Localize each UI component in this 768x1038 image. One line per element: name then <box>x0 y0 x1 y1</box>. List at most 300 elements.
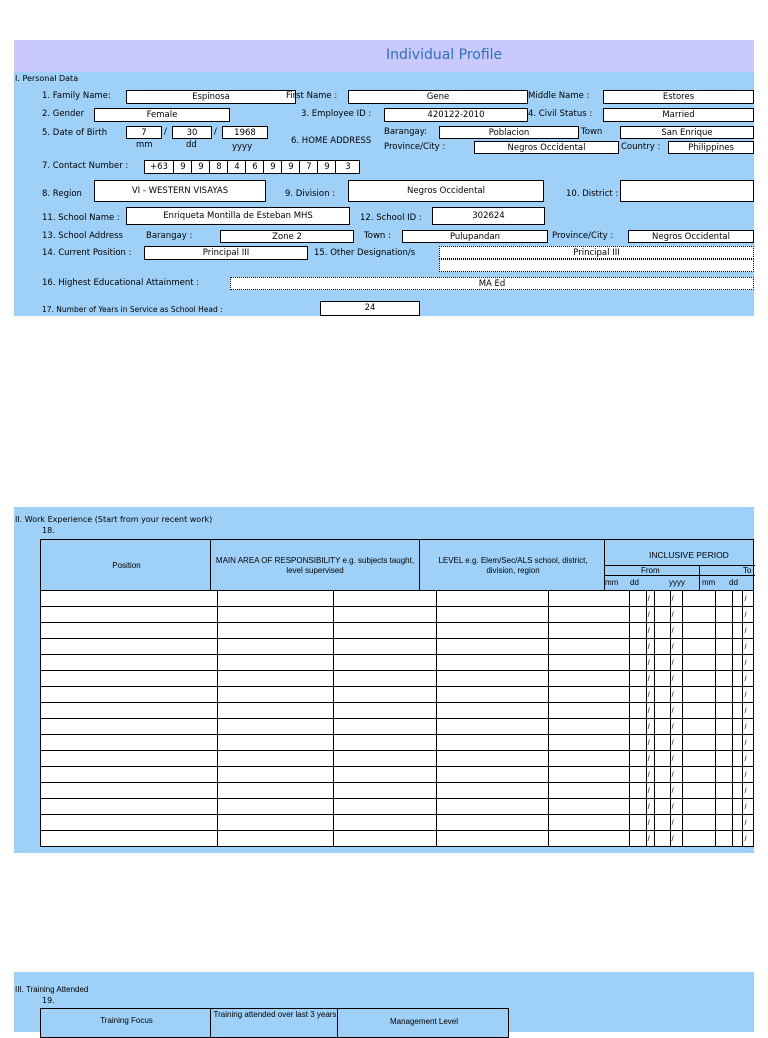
col-level-label: LEVEL e.g. Elem/Sec/ALS school, district, division, region <box>438 556 588 575</box>
sa-barangay-label: Barangay : <box>146 231 193 241</box>
date-separator: / <box>646 623 654 639</box>
col-position-label: Position <box>112 561 141 570</box>
table-cell[interactable] <box>716 671 733 687</box>
period-divider <box>605 565 755 566</box>
table-cell[interactable] <box>733 719 743 735</box>
contact-digit: 4 <box>227 161 246 173</box>
table-cell[interactable] <box>41 703 218 719</box>
table-cell[interactable] <box>683 591 716 607</box>
table-cell[interactable] <box>654 815 670 831</box>
table-cell[interactable] <box>437 767 549 783</box>
family-name-label: 1. Family Name: <box>42 91 111 101</box>
country-label: Country : <box>621 142 661 152</box>
table-cell[interactable] <box>654 767 670 783</box>
table-cell[interactable] <box>218 623 334 639</box>
section-heading: II. Work Experience (Start from your recent work) <box>15 515 213 524</box>
date-separator: / <box>743 639 754 655</box>
table-cell[interactable] <box>333 639 436 655</box>
table-cell[interactable] <box>654 655 670 671</box>
section-heading: III. Training Attended <box>15 985 89 994</box>
date-separator: / <box>670 703 683 719</box>
first-name-label: First Name : <box>286 91 338 101</box>
from-dd-label: dd <box>630 578 639 587</box>
table-cell[interactable] <box>683 687 716 703</box>
table-cell[interactable] <box>716 783 733 799</box>
table-cell[interactable] <box>654 735 670 751</box>
date-separator: / <box>670 719 683 735</box>
table-cell[interactable] <box>716 687 733 703</box>
table-cell[interactable] <box>437 815 549 831</box>
table-row <box>41 591 754 607</box>
table-cell[interactable] <box>629 623 646 639</box>
table-cell[interactable] <box>41 655 218 671</box>
region-field[interactable]: VI - WESTERN VISAYAS <box>94 180 266 202</box>
table-row <box>41 639 754 655</box>
training-header-level <box>337 1008 509 1038</box>
table-cell[interactable] <box>683 607 716 623</box>
table-cell[interactable] <box>437 735 549 751</box>
table-cell[interactable] <box>683 655 716 671</box>
date-separator: / <box>743 831 754 847</box>
to-mm-label: mm <box>702 578 716 587</box>
date-separator: / <box>743 671 754 687</box>
date-separator: / <box>670 607 683 623</box>
training-header-attended <box>210 1008 338 1038</box>
table-cell[interactable] <box>218 735 334 751</box>
date-separator: / <box>646 703 654 719</box>
middle-name-field[interactable]: Estores <box>603 90 754 104</box>
date-separator: / <box>670 655 683 671</box>
table-cell[interactable] <box>683 671 716 687</box>
table-cell[interactable] <box>716 831 733 847</box>
page-title: Individual Profile <box>386 47 503 63</box>
country-field[interactable]: Philippines <box>668 141 754 154</box>
table-cell[interactable] <box>654 783 670 799</box>
table-cell[interactable] <box>654 703 670 719</box>
table-cell[interactable] <box>654 591 670 607</box>
contact-digit: 9 <box>317 161 336 173</box>
table-cell[interactable] <box>548 767 629 783</box>
sa-barangay-field[interactable]: Zone 2 <box>220 230 354 243</box>
table-cell[interactable] <box>629 831 646 847</box>
from-yyyy-label: yyyy <box>669 578 685 587</box>
dob-yyyy-caption: yyyy <box>232 142 253 152</box>
date-separator: / <box>646 783 654 799</box>
table-cell[interactable] <box>629 751 646 767</box>
table-row <box>41 703 754 719</box>
table-cell[interactable] <box>654 831 670 847</box>
date-separator: / <box>743 703 754 719</box>
table-cell[interactable] <box>629 783 646 799</box>
table-cell[interactable] <box>548 815 629 831</box>
table-cell[interactable] <box>548 831 629 847</box>
header-level <box>419 539 605 591</box>
contact-digit: 6 <box>245 161 264 173</box>
date-separator: / <box>743 591 754 607</box>
other-designation-field-line2[interactable] <box>439 259 754 272</box>
dob-year-field[interactable]: 1968 <box>222 126 268 139</box>
col-period-label: INCLUSIVE PERIOD <box>649 550 729 560</box>
table-cell[interactable] <box>716 799 733 815</box>
table-cell[interactable] <box>629 767 646 783</box>
table-cell[interactable] <box>437 799 549 815</box>
gender-field[interactable]: Female <box>94 108 230 122</box>
date-separator: / <box>670 623 683 639</box>
table-cell[interactable] <box>333 799 436 815</box>
table-cell[interactable] <box>548 783 629 799</box>
table-cell[interactable] <box>41 639 218 655</box>
table-cell[interactable] <box>437 687 549 703</box>
date-separator: / <box>743 719 754 735</box>
dob-label: 5. Date of Birth <box>42 128 108 138</box>
table-cell[interactable] <box>733 687 743 703</box>
date-separator: / <box>646 671 654 687</box>
civil-status-field[interactable]: Married <box>603 108 754 122</box>
date-separator: / <box>743 687 754 703</box>
school-address-label: 13. School Address <box>42 231 123 241</box>
barangay-field[interactable]: Poblacion <box>439 126 579 139</box>
table-cell[interactable] <box>733 767 743 783</box>
table-row <box>41 815 754 831</box>
table-cell[interactable] <box>333 719 436 735</box>
first-name-field[interactable]: Gene <box>348 90 528 104</box>
region-label: 8. Region <box>42 189 82 199</box>
col-main-area-label: MAIN AREA OF RESPONSIBILITY e.g. subjects taught, level supervised <box>215 556 415 575</box>
table-cell[interactable] <box>733 751 743 767</box>
table-cell[interactable] <box>333 783 436 799</box>
table-cell[interactable] <box>41 799 218 815</box>
table-cell[interactable] <box>629 591 646 607</box>
table-cell[interactable] <box>733 799 743 815</box>
table-cell[interactable] <box>218 751 334 767</box>
date-separator: / <box>646 831 654 847</box>
header-inclusive-period <box>604 539 754 591</box>
table-cell[interactable] <box>333 767 436 783</box>
district-label: 10. District : <box>566 189 619 199</box>
table-cell[interactable] <box>333 607 436 623</box>
date-separator: / <box>743 751 754 767</box>
table-cell[interactable] <box>333 815 436 831</box>
contact-digit: 7 <box>299 161 318 173</box>
period-divider <box>605 575 755 576</box>
table-cell[interactable] <box>218 719 334 735</box>
table-cell[interactable] <box>629 735 646 751</box>
table-cell[interactable] <box>437 639 549 655</box>
table-cell[interactable] <box>548 703 629 719</box>
years-label: 17. Number of Years in Service as School Head : <box>42 305 223 314</box>
table-cell[interactable] <box>333 831 436 847</box>
sa-town-label: Town : <box>364 231 391 241</box>
table-cell[interactable] <box>733 815 743 831</box>
table-cell[interactable] <box>41 831 218 847</box>
table-cell[interactable] <box>654 671 670 687</box>
date-separator: / <box>743 607 754 623</box>
table-cell[interactable] <box>333 751 436 767</box>
date-separator: / <box>743 735 754 751</box>
table-cell[interactable] <box>629 671 646 687</box>
table-cell[interactable] <box>41 719 218 735</box>
table-cell[interactable] <box>218 687 334 703</box>
date-separator: / <box>670 591 683 607</box>
contact-digit: 3 <box>335 161 360 173</box>
table-cell[interactable] <box>629 655 646 671</box>
header-main-area <box>210 539 420 591</box>
district-field[interactable] <box>620 180 754 202</box>
table-cell[interactable] <box>716 735 733 751</box>
table-cell[interactable] <box>683 751 716 767</box>
dob-month-field[interactable]: 7 <box>126 126 162 139</box>
table-cell[interactable] <box>733 671 743 687</box>
table-cell[interactable] <box>683 783 716 799</box>
table-cell[interactable] <box>333 591 436 607</box>
dob-separator: / <box>214 127 217 137</box>
date-separator: / <box>646 751 654 767</box>
table-cell[interactable] <box>733 735 743 751</box>
table-cell[interactable] <box>437 751 549 767</box>
date-separator: / <box>646 799 654 815</box>
table-cell[interactable] <box>437 591 549 607</box>
table-cell[interactable] <box>654 623 670 639</box>
table-cell[interactable] <box>683 719 716 735</box>
contact-digit: 8 <box>209 161 228 173</box>
table-cell[interactable] <box>683 815 716 831</box>
col-attended-label: Training attended over last 3 years <box>213 1010 337 1019</box>
table-cell[interactable] <box>654 751 670 767</box>
other-designation-field[interactable]: Principal III <box>439 246 754 259</box>
contact-digit: 9 <box>281 161 300 173</box>
table-cell[interactable] <box>548 655 629 671</box>
section-heading: I. Personal Data <box>15 74 79 83</box>
dob-mm-caption: mm <box>136 140 153 150</box>
training-header-focus <box>40 1008 211 1038</box>
table-cell[interactable] <box>437 831 549 847</box>
contact-number-field[interactable] <box>144 160 360 174</box>
table-cell[interactable] <box>548 719 629 735</box>
province-field[interactable]: Negros Occidental <box>474 141 619 154</box>
dob-separator: / <box>164 127 167 137</box>
table-cell[interactable] <box>716 591 733 607</box>
table-cell[interactable] <box>333 703 436 719</box>
table-cell[interactable] <box>733 783 743 799</box>
table-row <box>41 751 754 767</box>
table-cell[interactable] <box>654 719 670 735</box>
table-cell[interactable] <box>629 799 646 815</box>
table-cell[interactable] <box>333 655 436 671</box>
table-cell[interactable] <box>716 751 733 767</box>
table-row <box>41 735 754 751</box>
home-address-label: 6. HOME ADDRESS <box>291 136 372 146</box>
table-cell[interactable] <box>333 623 436 639</box>
dob-day-field[interactable]: 30 <box>172 126 212 139</box>
table-cell[interactable] <box>733 623 743 639</box>
date-separator: / <box>670 767 683 783</box>
table-cell[interactable] <box>683 703 716 719</box>
table-cell[interactable] <box>683 639 716 655</box>
table-row <box>41 655 754 671</box>
date-separator: / <box>646 591 654 607</box>
table-cell[interactable] <box>41 767 218 783</box>
table-cell[interactable] <box>218 655 334 671</box>
table-cell[interactable] <box>437 719 549 735</box>
date-separator: / <box>646 687 654 703</box>
table-cell[interactable] <box>683 735 716 751</box>
table-cell[interactable] <box>437 655 549 671</box>
table-row <box>41 767 754 783</box>
table-cell[interactable] <box>333 687 436 703</box>
table-cell[interactable] <box>218 671 334 687</box>
table-cell[interactable] <box>218 767 334 783</box>
current-position-label: 14. Current Position : <box>42 248 132 258</box>
training-section <box>14 972 754 1032</box>
education-field[interactable]: MA Ed <box>230 277 754 290</box>
personal-data-section <box>14 72 754 316</box>
table-cell[interactable] <box>548 751 629 767</box>
table-cell[interactable] <box>683 799 716 815</box>
table-cell[interactable] <box>548 687 629 703</box>
division-field[interactable]: Negros Occidental <box>348 180 544 202</box>
current-position-field[interactable]: Principal III <box>144 246 308 260</box>
header-position <box>40 539 211 591</box>
table-cell[interactable] <box>716 719 733 735</box>
date-separator: / <box>743 623 754 639</box>
table-cell[interactable] <box>41 623 218 639</box>
years-field[interactable]: 24 <box>320 301 420 316</box>
table-cell[interactable] <box>548 671 629 687</box>
table-cell[interactable] <box>716 655 733 671</box>
school-id-field[interactable]: 302624 <box>432 207 545 225</box>
contact-label: 7. Contact Number : <box>42 161 129 171</box>
contact-digit: 9 <box>173 161 192 173</box>
table-cell[interactable] <box>683 767 716 783</box>
table-cell[interactable] <box>716 703 733 719</box>
table-cell[interactable] <box>654 639 670 655</box>
date-separator: / <box>743 815 754 831</box>
table-cell[interactable] <box>41 783 218 799</box>
table-row <box>41 607 754 623</box>
sa-town-field[interactable]: Pulupandan <box>402 230 548 243</box>
table-row <box>41 831 754 847</box>
table-cell[interactable] <box>548 799 629 815</box>
table-cell[interactable] <box>716 767 733 783</box>
date-separator: / <box>670 783 683 799</box>
table-cell[interactable] <box>218 799 334 815</box>
contact-digit: 9 <box>263 161 282 173</box>
table-cell[interactable] <box>548 735 629 751</box>
table-cell[interactable] <box>41 687 218 703</box>
table-cell[interactable] <box>733 703 743 719</box>
table-cell[interactable] <box>548 591 629 607</box>
table-cell[interactable] <box>733 607 743 623</box>
table-cell[interactable] <box>218 591 334 607</box>
table-cell[interactable] <box>548 607 629 623</box>
table-cell[interactable] <box>629 719 646 735</box>
table-cell[interactable] <box>629 687 646 703</box>
table-cell[interactable] <box>41 735 218 751</box>
table-cell[interactable] <box>437 783 549 799</box>
date-separator: / <box>670 815 683 831</box>
contact-digit: 9 <box>191 161 210 173</box>
col-level-label: Management Level <box>389 1017 459 1026</box>
table-cell[interactable] <box>218 783 334 799</box>
middle-name-label: Middle Name : <box>528 91 590 101</box>
table-cell[interactable] <box>716 639 733 655</box>
date-separator: / <box>670 831 683 847</box>
item-number: 18. <box>42 526 55 535</box>
table-row <box>41 671 754 687</box>
date-separator: / <box>646 735 654 751</box>
dob-dd-caption: dd <box>186 140 197 150</box>
sa-province-field[interactable]: Negros Occidental <box>628 230 754 243</box>
table-cell[interactable] <box>41 607 218 623</box>
family-name-field[interactable]: Espinosa <box>126 90 296 104</box>
table-cell[interactable] <box>41 591 218 607</box>
table-cell[interactable] <box>218 703 334 719</box>
table-row <box>41 783 754 799</box>
table-cell[interactable] <box>333 671 436 687</box>
table-cell[interactable] <box>733 831 743 847</box>
table-cell[interactable] <box>733 655 743 671</box>
date-separator: / <box>646 607 654 623</box>
employee-id-field[interactable]: 420122-2010 <box>384 108 528 122</box>
division-label: 9. Division : <box>285 189 336 199</box>
table-cell[interactable] <box>218 639 334 655</box>
date-separator: / <box>670 799 683 815</box>
date-separator: / <box>670 751 683 767</box>
table-row <box>41 799 754 815</box>
table-cell[interactable] <box>716 623 733 639</box>
table-row <box>41 623 754 639</box>
table-cell[interactable] <box>218 815 334 831</box>
town-field[interactable]: San Enrique <box>620 126 754 139</box>
col-focus-label: Training Focus <box>100 1016 153 1025</box>
date-separator: / <box>743 799 754 815</box>
gender-label: 2. Gender <box>42 109 85 119</box>
table-cell[interactable] <box>654 607 670 623</box>
table-cell[interactable] <box>716 815 733 831</box>
date-separator: / <box>646 719 654 735</box>
table-row <box>41 687 754 703</box>
table-cell[interactable] <box>733 591 743 607</box>
date-separator: / <box>743 767 754 783</box>
table-cell[interactable] <box>548 623 629 639</box>
table-cell[interactable] <box>629 607 646 623</box>
table-cell[interactable] <box>716 607 733 623</box>
school-name-field[interactable]: Enriqueta Montilla de Esteban MHS <box>126 207 350 225</box>
table-cell[interactable] <box>41 751 218 767</box>
table-cell[interactable] <box>548 639 629 655</box>
table-cell[interactable] <box>733 639 743 655</box>
table-cell[interactable] <box>629 815 646 831</box>
table-cell[interactable] <box>629 703 646 719</box>
table-cell[interactable] <box>218 607 334 623</box>
table-cell[interactable] <box>41 815 218 831</box>
table-cell[interactable] <box>654 799 670 815</box>
civil-status-label: 4. Civil Status : <box>528 109 593 119</box>
to-dd-label: dd <box>729 578 738 587</box>
table-cell[interactable] <box>683 623 716 639</box>
table-cell[interactable] <box>437 671 549 687</box>
table-cell[interactable] <box>41 671 218 687</box>
table-cell[interactable] <box>218 831 334 847</box>
education-label: 16. Highest Educational Attainment : <box>42 278 200 288</box>
table-cell[interactable] <box>629 639 646 655</box>
table-cell[interactable] <box>683 831 716 847</box>
table-cell[interactable] <box>654 687 670 703</box>
table-cell[interactable] <box>333 735 436 751</box>
table-cell[interactable] <box>437 607 549 623</box>
table-cell[interactable] <box>437 703 549 719</box>
table-cell[interactable] <box>437 623 549 639</box>
